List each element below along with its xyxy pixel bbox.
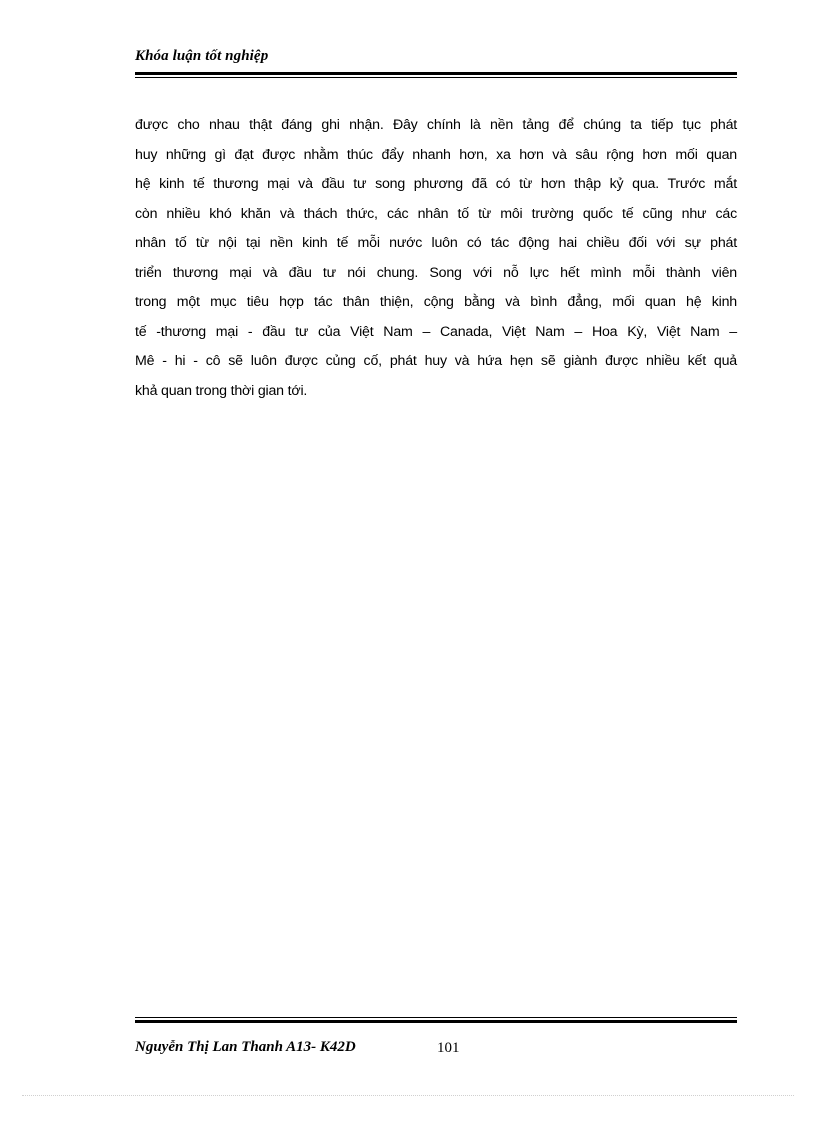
page-bottom-divider: [22, 1095, 794, 1096]
header-rule-thick: [135, 72, 737, 75]
footer-author: Nguyễn Thị Lan Thanh A13- K42D: [135, 1039, 356, 1055]
header-rule-thin: [135, 77, 737, 78]
paragraph-line: tế -thương mại - đầu tư của Việt Nam – Canada, Việt Nam – Hoa Kỳ, Việt Nam –: [135, 323, 737, 340]
paragraph-line: nhân tố từ nội tại nền kinh tế mỗi nước luôn có tác động hai chiều đối với sự phát: [135, 235, 737, 251]
header-rule: [135, 72, 737, 78]
footer-rule-thick: [135, 1020, 737, 1023]
paragraph-line: huy những gì đạt được nhằm thúc đẩy nhanh hơn, xa hơn và sâu rộng hơn mối quan: [135, 146, 737, 163]
paragraph-line: hệ kinh tế thương mại và đầu tư song phương đã có từ hơn thập kỷ qua. Trước mắt: [135, 176, 737, 192]
paragraph-line: còn nhiều khó khăn và thách thức, các nhân tố từ môi trường quốc tế cũng như các: [135, 205, 737, 222]
paragraph-line: khả quan trong thời gian tới.: [135, 382, 308, 399]
paragraph-line: được cho nhau thật đáng ghi nhận. Đây chính là nền tảng để chúng ta tiếp tục phát: [135, 117, 737, 133]
footer-rule-thin: [135, 1017, 737, 1018]
paragraph-line: Mê - hi - cô sẽ luôn được củng cố, phát huy và hứa hẹn sẽ giành được nhiều kết quả: [135, 353, 737, 369]
paragraph-line: trong một mục tiêu hợp tác thân thiện, cộng bằng và bình đẳng, mối quan hệ kinh: [135, 294, 737, 310]
paragraph-line: triển thương mại và đầu tư nói chung. Song với nỗ lực hết mình mỗi thành viên: [135, 264, 737, 281]
footer-rule: [135, 1017, 737, 1023]
header-title: Khóa luận tốt nghiệp: [135, 48, 269, 64]
body-paragraph: [135, 111, 737, 406]
page-number: 101: [437, 1040, 460, 1056]
